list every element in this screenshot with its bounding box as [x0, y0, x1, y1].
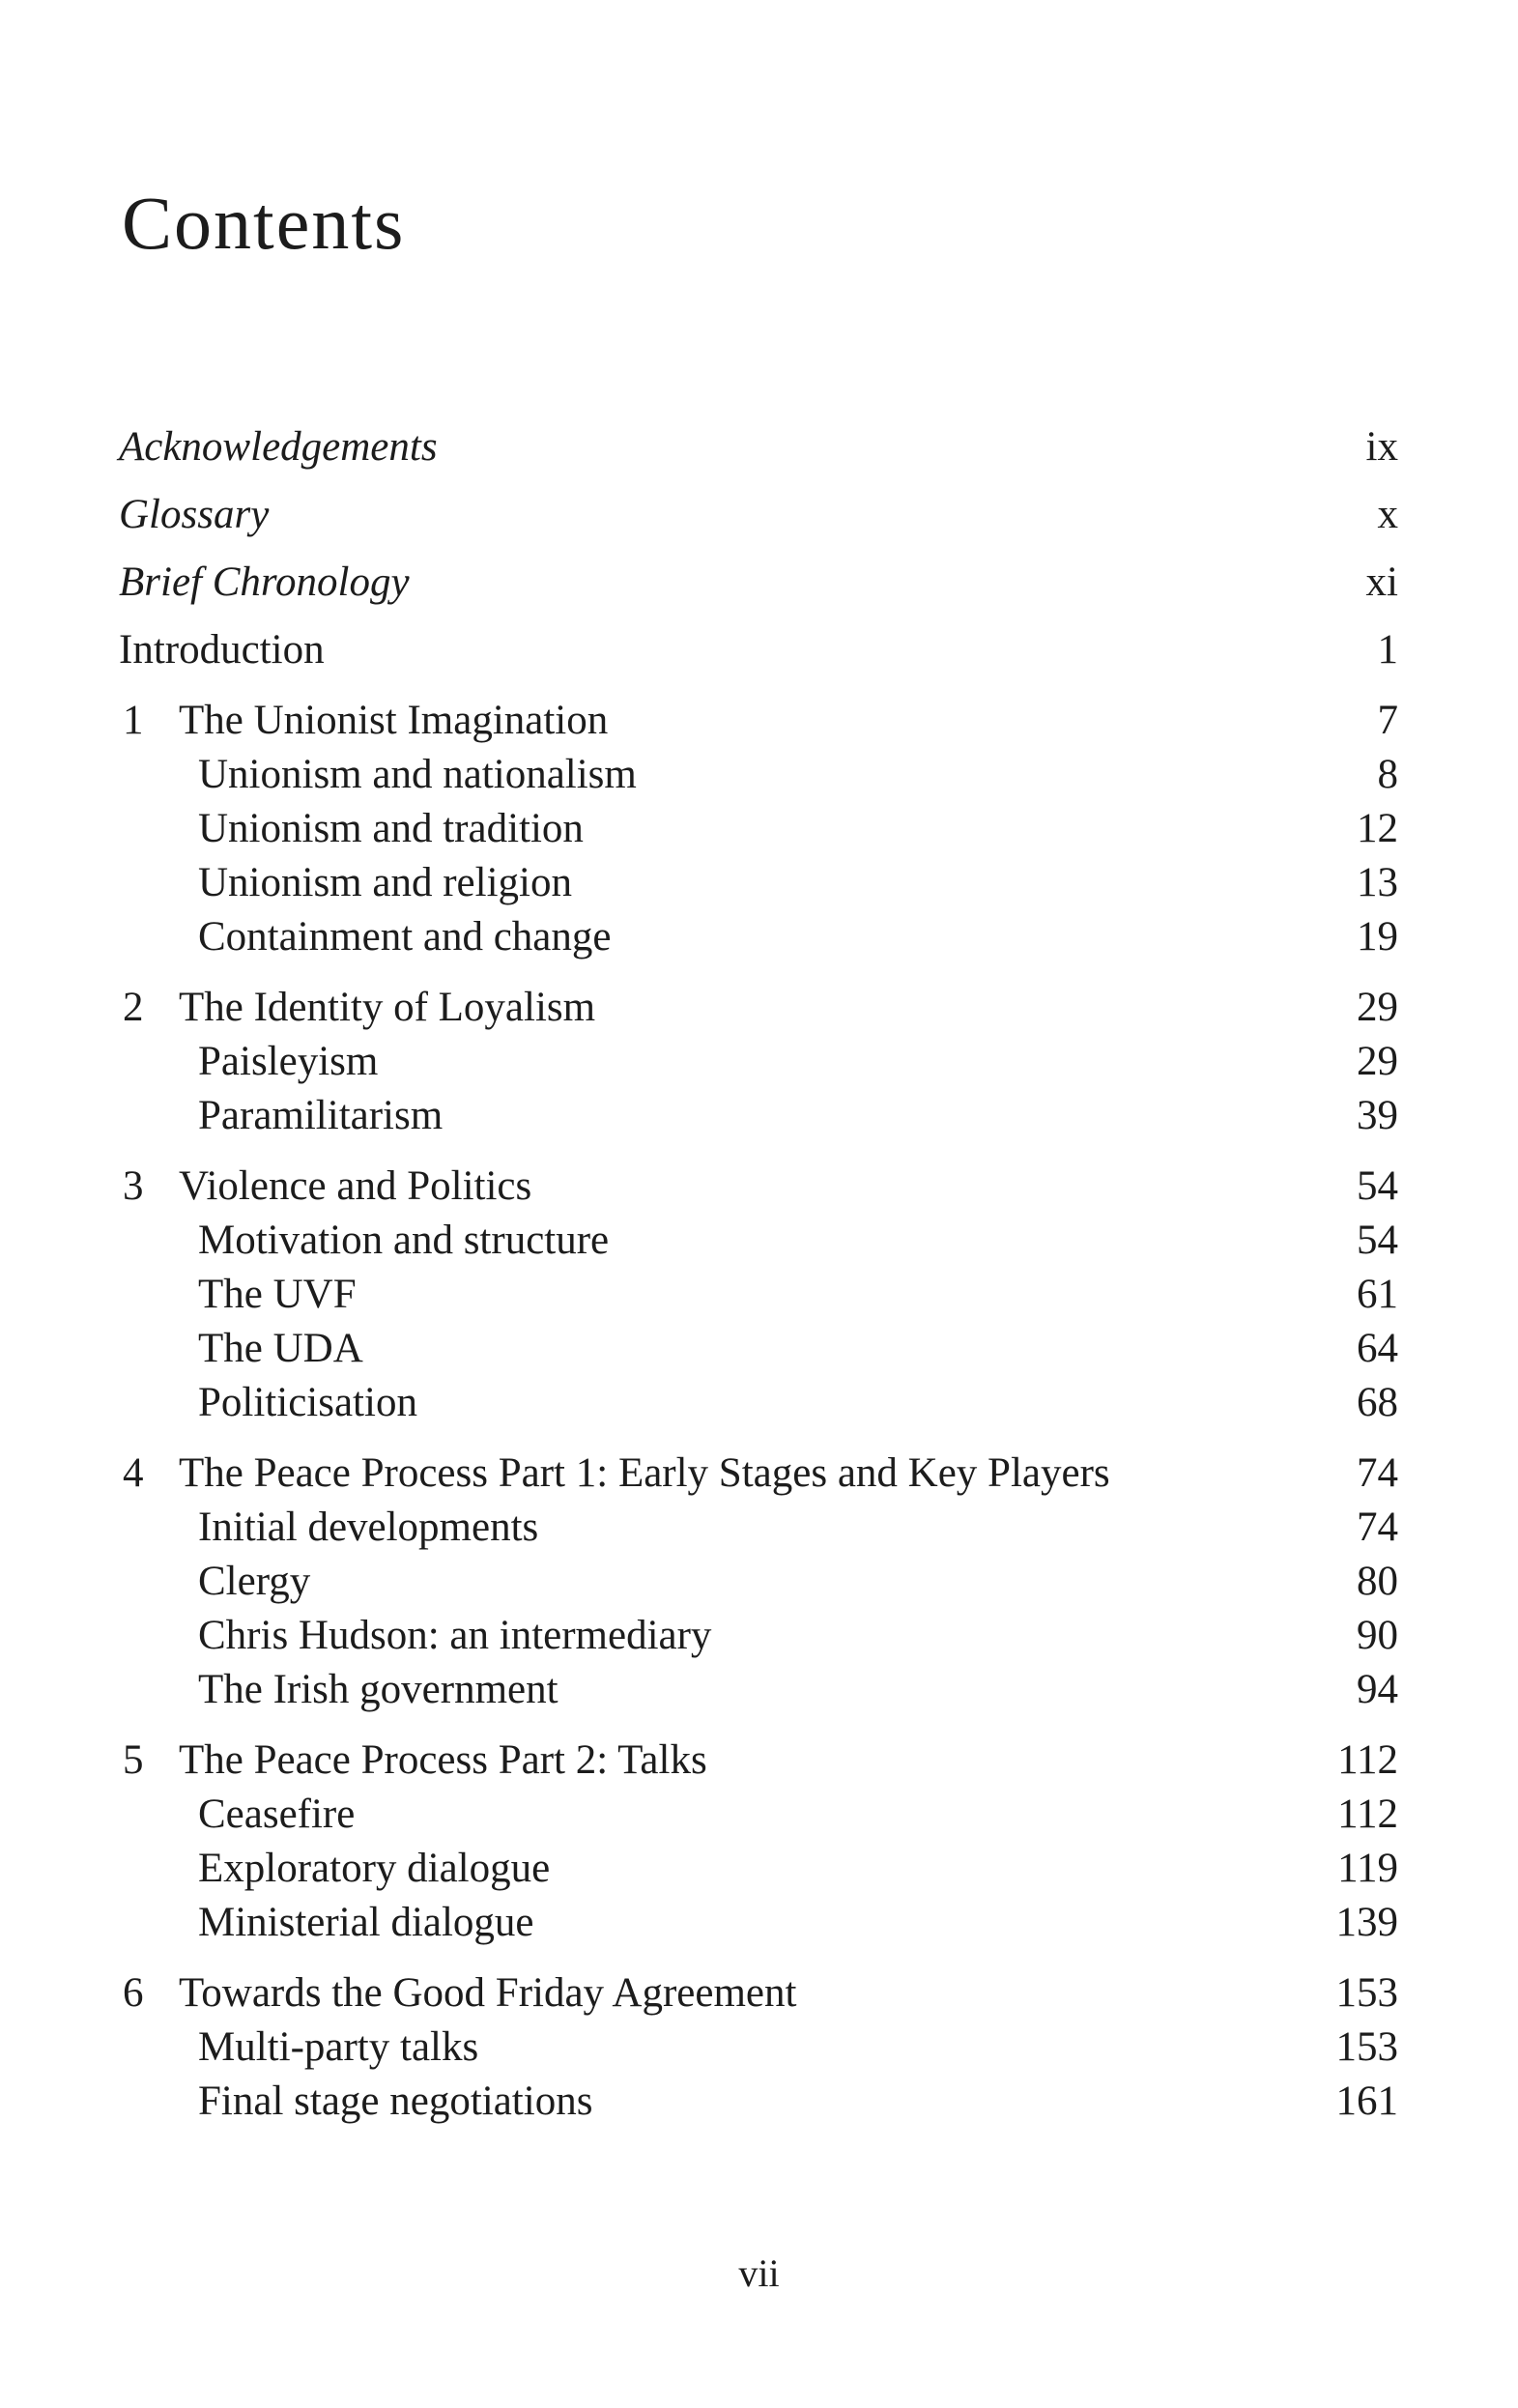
section-page: 90 [1357, 1613, 1398, 1658]
section-page: 112 [1337, 1792, 1398, 1837]
section-entry [119, 1035, 1398, 1089]
section-entry [119, 802, 1398, 856]
toc-entry-page: ix [1365, 424, 1398, 470]
section-label: Ceasefire [198, 1792, 356, 1837]
section-page: 139 [1335, 1900, 1398, 1945]
chapter-block [119, 1447, 1398, 1717]
chapter-page: 112 [1337, 1737, 1398, 1783]
chapter-page: 54 [1357, 1163, 1398, 1209]
chapter-number: 4 [123, 1450, 144, 1496]
toc-entry [119, 556, 1398, 610]
section-entry [119, 1555, 1398, 1609]
section-page: 74 [1357, 1505, 1398, 1550]
section-label: Chris Hudson: an intermediary [198, 1613, 712, 1658]
folio-page-number: vii [738, 2251, 780, 2295]
chapter-page: 74 [1357, 1450, 1398, 1496]
toc-entry-page: 1 [1377, 627, 1398, 673]
chapter-title: The Identity of Loyalism [179, 985, 596, 1030]
section-label: Clergy [198, 1559, 311, 1604]
section-page: 13 [1357, 860, 1398, 905]
section-entry [119, 1089, 1398, 1143]
section-page: 39 [1357, 1093, 1398, 1138]
chapter-title: Violence and Politics [179, 1163, 532, 1209]
page-title: Contents [122, 181, 406, 265]
chapter-number: 1 [123, 698, 144, 743]
section-page: 94 [1357, 1667, 1398, 1712]
section-label: Ministerial dialogue [198, 1900, 534, 1945]
chapter-entry [119, 1447, 1398, 1501]
chapter-page: 153 [1335, 1970, 1398, 2016]
toc-entry [119, 623, 1398, 677]
section-page: 119 [1337, 1846, 1398, 1891]
chapter-block [119, 1160, 1398, 1430]
section-entry [119, 1501, 1398, 1555]
section-label: The UDA [198, 1326, 363, 1371]
section-label: Initial developments [198, 1505, 539, 1550]
section-entry [119, 1268, 1398, 1322]
section-entry [119, 1663, 1398, 1717]
section-page: 68 [1357, 1380, 1398, 1425]
chapter-entry [119, 1160, 1398, 1214]
chapter-title: The Peace Process Part 2: Talks [179, 1737, 707, 1783]
chapter-entry [119, 1734, 1398, 1788]
chapter-title: The Unionist Imagination [179, 698, 609, 743]
section-page: 8 [1377, 752, 1398, 797]
section-page: 80 [1357, 1559, 1398, 1604]
section-label: Paramilitarism [198, 1093, 444, 1138]
section-entry [119, 1376, 1398, 1430]
chapter-entry [119, 1966, 1398, 2021]
section-label: The Irish government [198, 1667, 559, 1712]
section-entry [119, 1609, 1398, 1663]
front-matter-group [119, 420, 1398, 677]
section-page: 161 [1335, 2078, 1398, 2124]
chapter-number: 3 [123, 1163, 144, 1209]
toc-entry-label: Acknowledgements [119, 424, 438, 470]
section-entry [119, 748, 1398, 802]
chapter-entry [119, 981, 1398, 1035]
section-label: Paisleyism [198, 1039, 379, 1084]
chapter-number: 2 [123, 985, 144, 1030]
section-entry [119, 910, 1398, 964]
chapter-number: 5 [123, 1737, 144, 1783]
section-label: Unionism and tradition [198, 806, 584, 851]
toc-entry [119, 420, 1398, 474]
chapter-block [119, 1734, 1398, 1950]
chapter-block [119, 694, 1398, 964]
section-label: Unionism and nationalism [198, 752, 637, 797]
toc-entry-label: Introduction [119, 627, 325, 673]
section-page: 61 [1357, 1272, 1398, 1317]
toc-entry-label: Glossary [119, 492, 270, 537]
section-entry [119, 856, 1398, 910]
section-page: 54 [1357, 1218, 1398, 1263]
section-entry [119, 2021, 1398, 2075]
section-entry [119, 1842, 1398, 1896]
toc-entry-label: Brief Chronology [119, 559, 410, 605]
section-page: 19 [1357, 914, 1398, 960]
section-page: 29 [1357, 1039, 1398, 1084]
section-label: Motivation and structure [198, 1218, 610, 1263]
section-page: 153 [1335, 2024, 1398, 2070]
toc-list [119, 420, 1398, 2129]
section-page: 12 [1357, 806, 1398, 851]
section-entry [119, 1322, 1398, 1376]
section-label: Multi-party talks [198, 2024, 479, 2070]
chapter-title: Towards the Good Friday Agreement [179, 1970, 797, 2016]
chapter-page: 29 [1357, 985, 1398, 1030]
chapter-title: The Peace Process Part 1: Early Stages and Key Players [179, 1450, 1110, 1496]
section-entry [119, 1788, 1398, 1842]
section-label: Unionism and religion [198, 860, 572, 905]
section-entry [119, 1896, 1398, 1950]
toc-entry-page: xi [1365, 559, 1398, 605]
toc-entry [119, 488, 1398, 542]
chapter-number: 6 [123, 1970, 144, 2016]
section-label: Exploratory dialogue [198, 1846, 551, 1891]
chapter-page: 7 [1377, 698, 1398, 743]
chapter-block [119, 1966, 1398, 2129]
section-entry [119, 2075, 1398, 2129]
section-label: The UVF [198, 1272, 357, 1317]
section-label: Politicisation [198, 1380, 417, 1425]
toc-entry-page: x [1377, 492, 1398, 537]
chapter-entry [119, 694, 1398, 748]
section-entry [119, 1214, 1398, 1268]
section-page: 64 [1357, 1326, 1398, 1371]
section-label: Final stage negotiations [198, 2078, 593, 2124]
section-label: Containment and change [198, 914, 612, 960]
chapter-block [119, 981, 1398, 1143]
